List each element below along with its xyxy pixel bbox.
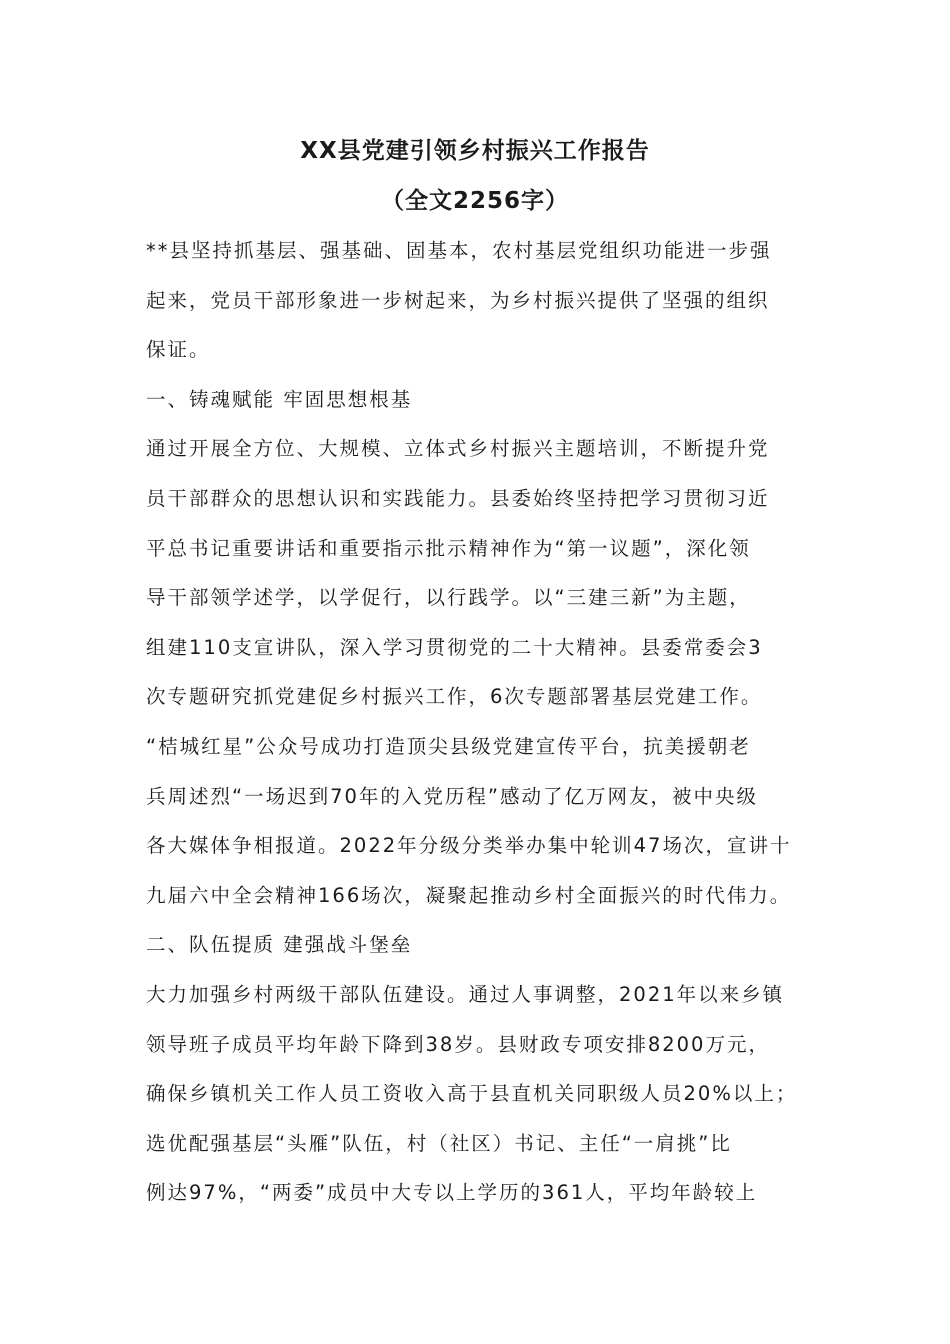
body-line: 例达97%，“两委”成员中大专以上学历的361人，平均年龄较上 [146, 1181, 758, 1205]
body-line: 次专题研究抓党建促乡村振兴工作，6次专题部署基层党建工作。 [146, 685, 763, 709]
body-line: **县坚持抓基层、强基础、固基本，农村基层党组织功能进一步强 [146, 239, 772, 262]
body-line: 保证。 [146, 338, 211, 362]
body-line: 确保乡镇机关工作人员工资收入高于县直机关同职级人员20%以上； [146, 1082, 798, 1106]
body-line: 通过开展全方位、大规模、立体式乡村振兴主题培训，不断提升党 [146, 437, 770, 461]
body-line: 兵周述烈“一场迟到70年的入党历程”感动了亿万网友，被中央级 [146, 784, 759, 808]
body-line: 起来，党员干部形象进一步树起来，为乡村振兴提供了坚强的组织 [146, 288, 770, 312]
body-line: 平总书记重要讲话和重要指示批示精神作为“第一议题”，深化领 [146, 536, 751, 560]
body-line: 导干部领学述学，以学促行，以行践学。以“三建三新”为主题， [146, 586, 751, 610]
body-line: 选优配强基层“头雁”队伍，村（社区）书记、主任“一肩挑”比 [146, 1131, 732, 1155]
body-line: 大力加强乡村两级干部队伍建设。通过人事调整，2021年以来乡镇 [146, 982, 785, 1006]
body-line: 九届六中全会精神166场次，凝聚起推动乡村全面振兴的时代伟力。 [146, 883, 792, 907]
document-title: XX县党建引领乡村振兴工作报告 [300, 138, 650, 164]
body-line: 领导班子成员平均年龄下降到38岁。县财政专项安排8200万元， [146, 1032, 770, 1056]
section-heading-1: 一、铸魂赋能 牢固思想根基 [146, 387, 413, 411]
body-line: “桔城红星”公众号成功打造顶尖县级党建宣传平台，抗美援朝老 [146, 734, 751, 758]
document-subtitle: （全文2256字） [380, 188, 569, 214]
document-body [146, 226, 806, 1218]
body-line: 员干部群众的思想认识和实践能力。县委始终坚持把学习贯彻习近 [146, 486, 770, 510]
body-line: 各大媒体争相报道。2022年分级分类举办集中轮训47场次，宣讲十 [146, 834, 792, 858]
body-line: 组建110支宣讲队，深入学习贯彻党的二十大精神。县委常委会3 [146, 635, 763, 659]
section-heading-2: 二、队伍提质 建强战斗堡垒 [146, 933, 413, 957]
